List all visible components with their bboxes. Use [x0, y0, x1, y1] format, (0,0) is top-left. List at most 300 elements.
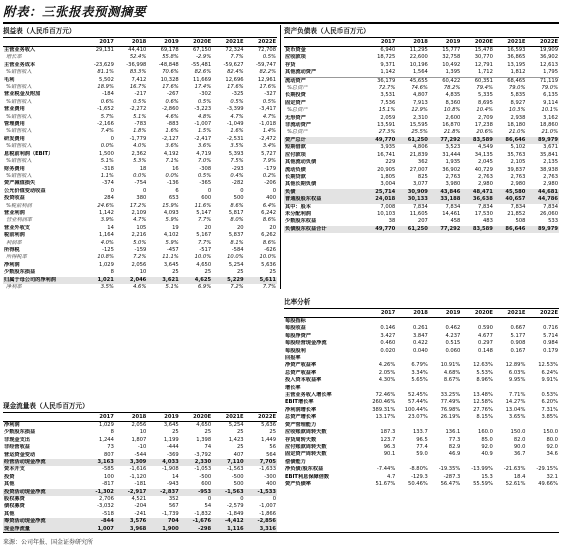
value-cell: 0.0%: [133, 172, 147, 179]
row-label: %销售收入: [6, 98, 32, 105]
table-row: [3, 217, 277, 224]
value-cell: 15.1%: [378, 107, 396, 114]
value-cell: 0.6%: [100, 98, 114, 105]
row-label: 净负债/股东权益: [285, 466, 324, 473]
value-cell: 3,968: [115, 526, 147, 533]
value-cell: 38,938: [539, 166, 558, 173]
value-cell: 2,600: [445, 114, 461, 121]
value-cell: -19.35%: [438, 466, 461, 473]
value-cell: 7,834: [510, 203, 526, 210]
value-cell: 79.0%: [508, 85, 526, 92]
value-cell: 12,696: [225, 76, 244, 83]
value-cell: 483: [482, 218, 493, 225]
row-label: %销售收入: [6, 69, 32, 76]
value-cell: 1,164: [99, 232, 114, 239]
value-cell: 13.04%: [505, 406, 526, 413]
value-cell: 2,310: [412, 114, 428, 121]
value-cell: 2,709: [478, 114, 493, 121]
value-cell: -1,563: [212, 489, 244, 496]
table-row: [284, 167, 559, 174]
value-cell: 0.5%: [262, 98, 276, 105]
value-cell: 0.020: [380, 347, 396, 354]
value-cell: -308: [199, 165, 212, 172]
value-cell: 1,795: [543, 69, 558, 76]
value-cell: 1.8%: [133, 128, 147, 135]
row-label: 每股指标: [285, 318, 306, 324]
row-label: 少数股东权益: [285, 218, 317, 225]
row-label: 投入资本收益率: [285, 377, 322, 384]
value-cell: 5,147: [196, 209, 212, 216]
row-label: 其他长期负债: [285, 181, 317, 188]
value-cell: 8.0%: [230, 217, 244, 224]
value-cell: -518: [102, 510, 114, 517]
table-row: [284, 144, 559, 151]
value-cell: 352: [168, 496, 179, 503]
table-row: [3, 422, 277, 430]
value-cell: 4,102: [163, 232, 179, 239]
value-cell: -953: [180, 489, 212, 496]
value-cell: 1,807: [131, 436, 147, 443]
value-cell: 36,902: [442, 166, 461, 173]
value-cell: -585: [102, 466, 114, 473]
row-label: 息税前利润（EBIT）: [4, 150, 54, 157]
value-cell: -584: [231, 246, 244, 253]
value-cell: 2,980: [510, 181, 526, 188]
value-cell: 10: [139, 269, 147, 276]
value-cell: 61,250: [396, 137, 429, 144]
value-cell: 6.9%: [197, 284, 212, 290]
value-cell: -2,917: [115, 489, 147, 496]
value-cell: 57.44%: [408, 399, 428, 406]
value-cell: 1,395: [445, 69, 461, 76]
value-cell: 51.67%: [375, 480, 396, 487]
row-label: 研发费用: [4, 135, 25, 142]
row-label: 营业利润: [4, 209, 25, 216]
value-cell: 5.65%: [411, 377, 428, 384]
value-cell: 6,242: [261, 209, 276, 216]
table-row: [3, 459, 277, 466]
value-cell: 52.45%: [408, 392, 428, 399]
value-cell: -2,472: [259, 135, 276, 142]
value-cell: 3.4%: [262, 143, 276, 150]
value-cell: 10.8%: [443, 107, 461, 114]
value-cell: 4.6%: [133, 284, 147, 290]
value-cell: 92.0: [481, 443, 493, 450]
value-cell: 21.0%: [541, 129, 558, 136]
value-cell: [364, 318, 397, 326]
value-cell: 284: [103, 195, 114, 202]
value-cell: -293: [231, 165, 244, 172]
value-cell: 45,580: [494, 189, 527, 196]
value-cell: 2,046: [115, 277, 147, 284]
value-cell: 160.0: [478, 429, 493, 436]
table-row: [3, 247, 277, 254]
value-cell: -365: [199, 180, 212, 187]
value-cell: 133.7: [412, 429, 428, 436]
value-cell: -1,007: [194, 121, 212, 128]
table-row: [3, 151, 277, 158]
value-cell: [364, 355, 397, 362]
table-row: [3, 173, 277, 180]
value-cell: 25: [204, 269, 212, 276]
value-cell: 10,103: [377, 210, 396, 217]
table-header-row: [284, 38, 559, 47]
year-header: 2021E: [212, 38, 244, 47]
value-cell: 77.3: [448, 436, 461, 443]
value-cell: 36,179: [364, 77, 397, 85]
source-note: 来源：公司年报、国金证券研究所: [3, 539, 94, 546]
value-cell: [364, 385, 397, 392]
value-cell: 9,371: [380, 61, 396, 68]
table-row: [3, 240, 277, 247]
value-cell: 2,763: [445, 173, 461, 180]
value-cell: 105: [136, 224, 147, 231]
value-cell: 49,770: [364, 226, 397, 233]
value-cell: 8.15%: [476, 414, 493, 421]
value-cell: -754: [134, 180, 147, 187]
value-cell: 123.7: [380, 436, 396, 443]
value-cell: 2,216: [131, 232, 147, 239]
value-cell: 90.1: [383, 451, 396, 458]
table-row: [284, 226, 559, 233]
value-cell: 9.91%: [541, 377, 558, 384]
value-cell: 7.2%: [133, 254, 147, 261]
row-label: 应收款项: [285, 54, 306, 61]
value-cell: 0: [207, 496, 212, 503]
row-label: %销售收入: [6, 113, 32, 120]
value-cell: 83,589: [461, 137, 494, 144]
value-cell: 7.7%: [197, 217, 212, 224]
value-cell: 8.6%: [230, 202, 244, 209]
value-cell: 10,328: [160, 76, 179, 83]
value-cell: 100.44%: [404, 406, 428, 413]
row-label: 主营业务成本: [4, 61, 36, 68]
table-row: [284, 414, 559, 421]
value-cell: 0: [110, 187, 114, 194]
value-cell: 11.6%: [194, 202, 212, 209]
table-row: [3, 114, 277, 121]
value-cell: -626: [264, 246, 276, 253]
value-cell: -3,032: [97, 503, 114, 510]
value-cell: 7,536: [380, 99, 396, 106]
year-header: 2017: [82, 413, 114, 422]
value-cell: -3,417: [259, 106, 276, 113]
table-row: [3, 143, 277, 150]
value-cell: 4,719: [196, 150, 212, 157]
value-cell: 77,292: [429, 137, 462, 144]
table-row: [284, 137, 559, 144]
value-cell: 10.91%: [440, 362, 461, 369]
value-cell: 2,763: [510, 173, 526, 180]
value-cell: 3.9%: [100, 217, 114, 224]
row-label: 短期借款: [285, 144, 306, 151]
table-row: [3, 203, 277, 210]
row-label: 应付账款周转天数: [285, 443, 327, 450]
value-cell: 68,465: [494, 77, 527, 85]
value-cell: 74: [204, 444, 212, 451]
value-cell: 5,837: [228, 232, 244, 239]
value-cell: 39,837: [507, 166, 526, 173]
value-cell: 11,669: [192, 76, 212, 83]
value-cell: 5,335: [478, 92, 493, 99]
value-cell: 24,018: [364, 196, 397, 203]
value-cell: [461, 355, 494, 362]
value-cell: 77.49%: [440, 399, 461, 406]
value-cell: 4,806: [412, 144, 428, 151]
value-cell: -125: [102, 246, 114, 253]
value-cell: 81.1%: [97, 69, 114, 76]
row-label: 管理费用: [4, 121, 25, 128]
value-cell: 2,059: [380, 114, 396, 121]
table-row: [3, 99, 277, 106]
value-cell: 21.8%: [443, 129, 461, 136]
value-cell: 4.7%: [230, 113, 244, 120]
value-cell: 20,905: [377, 166, 396, 173]
row-label: %销售收入: [6, 172, 32, 179]
value-cell: 10: [139, 429, 147, 436]
value-cell: 2,980: [543, 181, 558, 188]
value-cell: 13,591: [377, 122, 396, 129]
table-row: [284, 437, 559, 444]
value-cell: 380: [136, 195, 147, 202]
value-cell: 5.0%: [133, 239, 147, 246]
table-row: [284, 107, 559, 114]
row-label: 长期贷款: [285, 173, 306, 180]
table-row: [3, 277, 277, 284]
value-cell: 55.59%: [473, 480, 493, 487]
value-cell: 17.4%: [194, 84, 212, 91]
value-cell: 50.46%: [408, 480, 428, 487]
table-row: [284, 474, 559, 481]
value-cell: 71,119: [526, 77, 559, 85]
value-cell: 18,860: [539, 122, 558, 129]
value-cell: 11,295: [409, 47, 428, 53]
value-cell: 2,330: [180, 459, 212, 466]
row-label: 存货: [285, 61, 296, 68]
value-cell: 15,478: [474, 47, 493, 53]
year-header: 2017: [364, 309, 397, 318]
value-cell: 3,645: [163, 261, 179, 268]
value-cell: 79.0%: [541, 85, 558, 92]
row-label: 非流动资产: [285, 122, 311, 129]
value-cell: 60,351: [461, 77, 494, 85]
value-cell: 1,812: [510, 69, 526, 76]
value-cell: 23.07%: [408, 414, 428, 421]
value-cell: 136.1: [445, 429, 461, 436]
row-label: 总资产增长率: [285, 414, 317, 421]
row-label: 债权募资: [4, 503, 25, 510]
value-cell: 10,196: [409, 61, 428, 68]
value-cell: 3,316: [245, 526, 277, 533]
header-label-cell: [3, 38, 82, 47]
value-cell: 11,605: [409, 210, 428, 217]
value-cell: 7.1%: [165, 158, 179, 165]
value-cell: [526, 459, 559, 466]
value-cell: 4,192: [163, 150, 179, 157]
value-cell: 0: [110, 135, 114, 142]
value-cell: 3,163: [82, 459, 114, 466]
value-cell: 11.1%: [162, 254, 179, 261]
value-cell: -2,531: [226, 135, 244, 142]
cash-flow-title: 现金流量表（人民币百万元）: [3, 400, 277, 413]
value-cell: 17.6%: [259, 84, 276, 91]
row-label: 每股经营现金净流: [285, 340, 327, 347]
value-cell: 32,758: [442, 54, 461, 61]
value-cell: 15,595: [409, 122, 428, 129]
year-header: 2019: [429, 309, 462, 318]
cash-flow-table: [3, 413, 277, 533]
value-cell: 1,029: [99, 422, 114, 428]
table-row: [284, 129, 559, 136]
value-cell: 21,839: [409, 151, 428, 158]
page-title: 附表：三张报表预测摘要: [3, 4, 147, 19]
value-cell: 3.34%: [411, 369, 428, 376]
row-label: 现金净流量: [3, 526, 82, 533]
value-cell: -1,563: [226, 466, 244, 473]
table-row: [3, 69, 277, 76]
value-cell: 35,763: [507, 151, 526, 158]
value-cell: 6.03%: [508, 369, 526, 376]
value-cell: 8,695: [478, 99, 493, 106]
value-cell: 3,309: [115, 459, 147, 466]
value-cell: 15,777: [442, 47, 461, 53]
value-cell: 3,576: [115, 518, 147, 525]
value-cell: 9.95%: [508, 377, 526, 384]
value-cell: -817: [102, 481, 114, 488]
value-cell: 8.67%: [443, 377, 461, 384]
table-row: [284, 392, 559, 399]
row-label: 公允价值变动收益: [4, 187, 46, 194]
value-cell: 500: [233, 195, 244, 202]
value-cell: 17.6%: [227, 84, 244, 91]
row-label: 利润率: [6, 239, 22, 246]
value-cell: -7.44%: [376, 466, 396, 473]
value-cell: 5.1%: [165, 284, 179, 290]
value-cell: -1,676: [180, 518, 212, 525]
value-cell: -2,856: [245, 518, 277, 525]
value-cell: 52.4%: [129, 54, 147, 61]
value-cell: 20: [269, 224, 276, 231]
value-cell: 1.1%: [100, 172, 114, 179]
header-label-cell: [3, 413, 82, 422]
value-cell: 16: [172, 165, 179, 172]
row-label: 资产减值损失: [4, 180, 36, 187]
table-header-row: [3, 413, 277, 422]
table-row: [284, 340, 559, 347]
row-label: %销售收入: [6, 128, 32, 135]
row-label: 货币资金: [285, 47, 306, 53]
year-header: 2017: [82, 38, 114, 47]
value-cell: 25: [172, 269, 179, 276]
value-cell: 229: [385, 159, 396, 166]
value-cell: 1,244: [99, 436, 114, 443]
value-cell: 2,763: [478, 173, 493, 180]
value-cell: 10.8%: [97, 254, 114, 261]
year-header: 2020E: [461, 38, 494, 47]
row-label: 财务费用: [4, 165, 25, 172]
value-cell: 56.47%: [440, 480, 461, 487]
row-label: 净利润: [4, 422, 20, 428]
value-cell: 260.46%: [372, 399, 396, 406]
value-cell: 10.0%: [259, 254, 276, 261]
row-label: 应付款项: [285, 151, 306, 158]
year-header: 2019: [429, 38, 462, 47]
row-label: 净利润增长率: [285, 406, 317, 413]
value-cell: [429, 385, 462, 392]
value-cell: 4.0%: [100, 239, 114, 246]
value-cell: 69,178: [160, 47, 179, 53]
value-cell: 0.667: [510, 325, 526, 332]
row-label: 营业利润率: [6, 217, 32, 224]
value-cell: -1,018: [259, 121, 276, 128]
value-cell: 2,109: [131, 209, 147, 216]
value-cell: 7.4%: [100, 128, 114, 135]
value-cell: 0.040: [412, 347, 428, 354]
table-row: [284, 54, 559, 61]
value-cell: -184: [102, 91, 114, 98]
value-cell: 3,671: [543, 144, 558, 151]
value-cell: 1,007: [82, 526, 114, 533]
value-cell: 36.7: [513, 451, 526, 458]
value-cell: 0.179: [543, 347, 558, 354]
value-cell: -23,629: [93, 61, 114, 68]
row-label: EBIT增长率: [285, 399, 314, 406]
value-cell: 6,262: [261, 232, 276, 239]
value-cell: -2,127: [161, 135, 179, 142]
row-label: 少数股东损益: [4, 429, 36, 436]
row-label: 资产总计: [284, 137, 364, 144]
value-cell: 533: [548, 218, 558, 225]
row-label: 非现金支出: [4, 436, 30, 443]
value-cell: -1,049: [226, 121, 244, 128]
value-cell: 4,650: [196, 422, 212, 428]
value-cell: -2,417: [194, 135, 212, 142]
row-label: 主营业务收入: [4, 47, 36, 53]
value-cell: 43,846: [429, 189, 462, 196]
value-cell: 3.65%: [508, 414, 526, 421]
value-cell: 25: [172, 429, 179, 436]
table-row: [284, 115, 559, 122]
income-statement-section: [3, 25, 277, 291]
value-cell: 3.6%: [165, 143, 179, 150]
value-cell: 12.63%: [473, 362, 493, 369]
table-row: [3, 518, 277, 525]
value-cell: -300: [264, 473, 276, 480]
value-cell: 16,593: [507, 47, 526, 53]
value-cell: 5,611: [245, 277, 277, 284]
table-row: [284, 377, 559, 384]
row-label: 筹资活动现金净流: [3, 518, 82, 525]
value-cell: 600: [201, 195, 212, 202]
value-cell: -374: [102, 180, 114, 187]
value-cell: 10.0%: [227, 254, 244, 261]
value-cell: 0.5%: [262, 54, 276, 61]
value-cell: 5,817: [228, 209, 244, 216]
value-cell: 2,706: [99, 496, 114, 503]
value-cell: 5.3%: [133, 158, 147, 165]
value-cell: 19,909: [539, 47, 558, 53]
value-cell: 100: [103, 473, 114, 480]
value-cell: 7.71%: [508, 392, 526, 399]
value-cell: 3.427: [380, 332, 396, 339]
value-cell: 17,530: [474, 210, 493, 217]
value-cell: 0: [272, 187, 276, 194]
row-label: 存货周转天数: [285, 436, 317, 443]
value-cell: 1,116: [212, 526, 244, 533]
table-row: [3, 437, 277, 444]
value-cell: 150.0: [510, 429, 526, 436]
value-cell: 4.0%: [133, 143, 147, 150]
